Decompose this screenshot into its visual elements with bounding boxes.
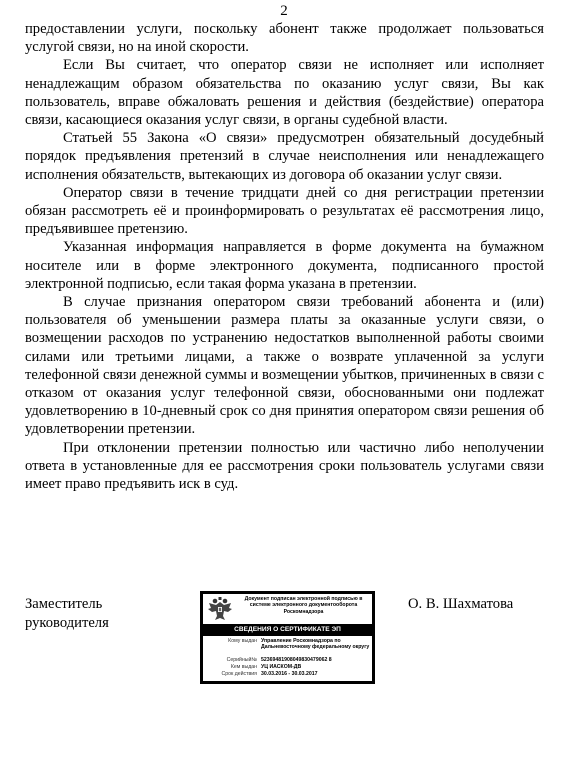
stamp-serial-value: 52369481908049830479062 8 [261, 657, 332, 663]
stamp-issuer-label: Кем выдан [230, 664, 257, 670]
stamp-issued-to-value: Управление Роскомнадзора по Дальневосточному федеральному округу [261, 638, 370, 650]
paragraph-5: Указанная информация направляется в форме документа на бумажном носителе или в форме электронного документа, подписанного простой электронной подписью, если такая форма указана в претензии. [25, 239, 544, 292]
paragraph-6: В случае признания оператором связи требований абонента и (или) пользователя об уменьшении размера платы за оказанные услуги связи, о возмещении расходов по устранению недостатков выполненной работы своими силами или третьими лицами, а также о возврате уплаченной за услуги телефонной связи денежной суммы и возмещении убытков, причиненных в связи с отказом от оказания услуг телефонной связи, обоснованными они подлежат удовлетворению в 10-дневный срок со дня принятия оператором связи решения об удовлетворении претензии. [25, 294, 544, 438]
stamp-caption: Документ подписан электронной подписью в системе электронного документооборота Роскомнадзора [244, 596, 363, 615]
stamp-details [203, 636, 372, 681]
electronic-signature-stamp [200, 591, 375, 684]
stamp-validity-label: Срок действия [221, 671, 257, 677]
paragraph-3: Статьей 55 Закона «О связи» предусмотрен обязательный досудебный порядок предъявления претензий в случае неисполнения или ненадлежащего исполнения обязательств, вытекающих из договора об оказании услуг связи. [25, 130, 544, 183]
page-number: 2 [280, 3, 288, 19]
stamp-top-section [203, 594, 372, 624]
stamp-serial-label: Серийный№ [226, 657, 257, 663]
stamp-header: СВЕДЕНИЯ О СЕРТИФИКАТЕ ЭП [234, 626, 341, 633]
paragraph-7: При отклонении претензии полностью или частично либо неполучении ответа в установленные для ее рассмотрения сроки пользователь услугами связи имеет право предъявить иск в суд. [25, 439, 544, 493]
signer-position-line-1: Заместитель [25, 596, 103, 612]
paragraph-2: Если Вы считает, что оператор связи не исполняет или исполняет ненадлежащим образом обязательства по оказанию услуг связи, Вы как пользователь, вправе обжаловать решения и действия (бездействие) оператора связи, касающиеся оказания услуг связи, в органы судебной власти. [25, 57, 544, 129]
stamp-issuer-value: УЦ ИАСКОМ-ДВ [261, 664, 302, 670]
stamp-issued-to-label: Кому выдан [228, 638, 257, 644]
double-headed-eagle-icon [207, 596, 233, 622]
signer-position [25, 595, 175, 633]
paragraph-4: Оператор связи в течение тридцати дней со дня регистрации претензии обязан рассмотреть её и проинформировать о результатах её рассмотрения лицо, предъявившее претензию. [25, 184, 544, 238]
paragraph-1: предоставлении услуги, поскольку абонент также продолжает пользоваться услугой связи, но на иной скорости. [25, 21, 544, 56]
letter-body [25, 20, 544, 493]
signer-position-line-2: руководителя [25, 615, 109, 631]
stamp-validity-value: 30.03.2016 - 30.03.2017 [261, 671, 318, 677]
signer-name: О. В. Шахматова [408, 596, 514, 612]
